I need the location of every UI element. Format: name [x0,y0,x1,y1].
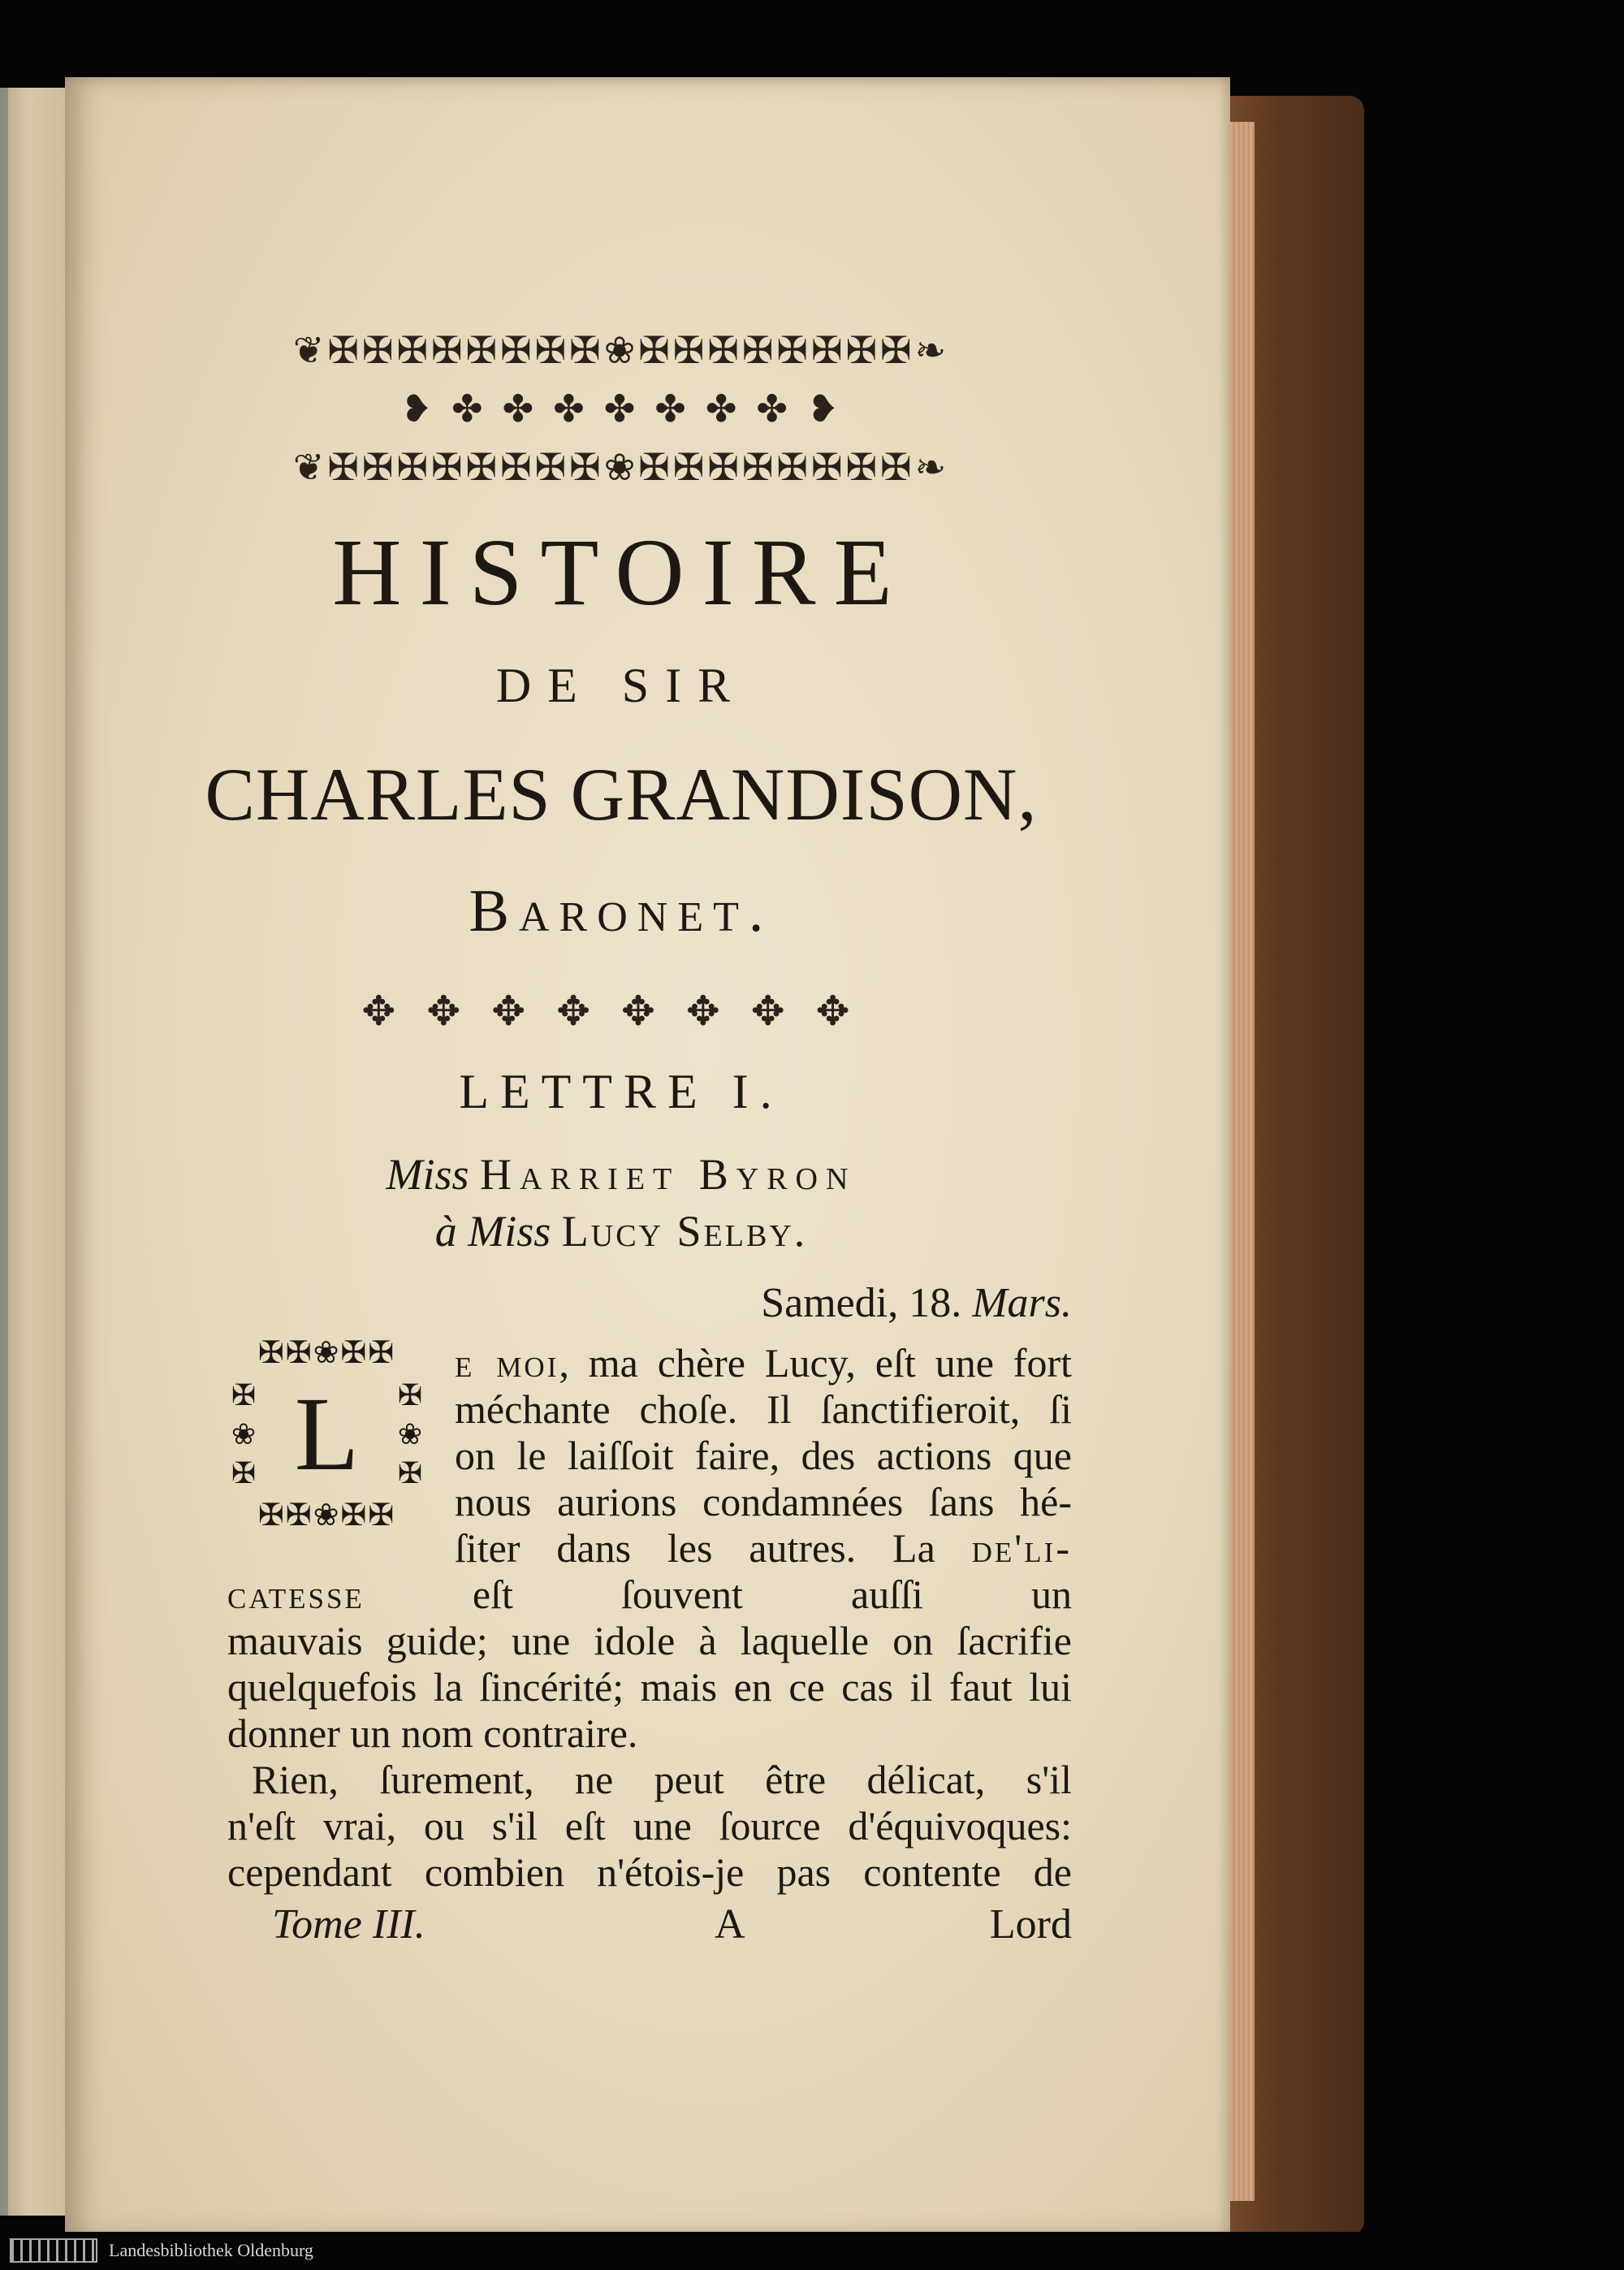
text-line-10: Rien, ſurement, ne peut être délicat, s'il [252,1757,1072,1802]
text-line-4: nous aurions condamnées ſans hé- [455,1479,1072,1524]
fleuron-row: ✥✥✥✥✥✥✥✥ [361,988,881,1035]
recipient-prefix: à Miss [434,1207,551,1256]
text-line-2: méchante choſe. Il ſanctifieroit, ſi [455,1386,1072,1432]
volume-number: Tome III. [272,1901,425,1948]
headpiece-ornament [171,321,1072,499]
fleuron-divider [171,983,1072,1048]
text-line-9: donner un nom contraire. [227,1710,638,1756]
text-line-5-main: ſiter dans les autres. La [455,1525,935,1571]
facing-page-edge [0,88,67,2216]
drop-cap-border-left: ✠ ❀ ✠ [231,1379,257,1490]
text-line-11: n'eſt vrai, ou s'il eſt une ſource d'équivoques: [227,1803,1072,1848]
drop-cap-letter: L [294,1376,360,1493]
letter-date [171,1279,1072,1327]
text-line-1-smallcaps: e moi [455,1340,559,1386]
catchword: Lord [989,1901,1072,1948]
date-day: Samedi, 18. [761,1280,962,1326]
library-watermark-bar [0,2232,1624,2270]
headpiece-row-top: ❦✠✠✠✠✠✠✠✠❀✠✠✠✠✠✠✠✠❧ [292,328,950,372]
drop-cap-ornament [227,1334,426,1537]
title-charles-grandison: CHARLES GRANDISON, [205,753,1038,836]
title-histoire: HISTOIRE [332,519,910,625]
library-building-icon [10,2238,97,2263]
headpiece-row-middle: ❥ ✤ ✤ ✤ ✤ ✤ ✤ ✤ ❥ [400,387,842,430]
page-footer [227,1900,1072,1957]
library-name: Landesbibliothek Oldenburg [109,2240,313,2260]
text-line-6-smallcaps: catesse [227,1572,365,1617]
drop-cap-border-top: ✠✠❀✠✠ [257,1334,396,1370]
recipient-name: Lucy Selby. [561,1207,808,1256]
sender-name: Harriet Byron [480,1150,857,1199]
facing-page-binding [0,88,8,2216]
sender-prefix: Miss [386,1150,469,1199]
text-line-7: mauvais guide; une idole à laquelle on ſacrifie [227,1618,1072,1663]
title-baronet: Baronet. [469,878,774,945]
text-line-3: on le laiſſoit faire, des actions que [455,1433,1072,1478]
drop-cap-border-bottom: ✠✠❀✠✠ [257,1497,396,1533]
title-de-sir: DE SIR [495,659,747,712]
drop-cap-border-right: ✠ ❀ ✠ [397,1379,423,1490]
letter-recipient [171,1206,1072,1256]
text-line-6-rest: eſt ſouvent auſſi un [472,1572,1072,1617]
date-month: Mars. [972,1280,1072,1326]
text-line-8: quelquefois la ſincérité; mais en ce cas il faut lui [227,1664,1072,1710]
letter-heading: LETTRE I. [459,1065,784,1118]
book-page [65,77,1230,2238]
text-line-12: cependant combien n'étois-je pas contente de [227,1849,1072,1895]
text-line-1-rest: , ma chère Lucy, eſt une fort [559,1340,1072,1386]
headpiece-row-bottom: ❦✠✠✠✠✠✠✠✠❀✠✠✠✠✠✠✠✠❧ [292,445,950,489]
signature-mark: A [715,1901,745,1948]
text-line-1 [455,1340,1072,1386]
letter-sender [171,1149,1072,1200]
text-line-5-smallcaps: de'li- [971,1525,1072,1571]
text-line-6 [227,1572,1072,1617]
text-line-5 [455,1525,1072,1571]
